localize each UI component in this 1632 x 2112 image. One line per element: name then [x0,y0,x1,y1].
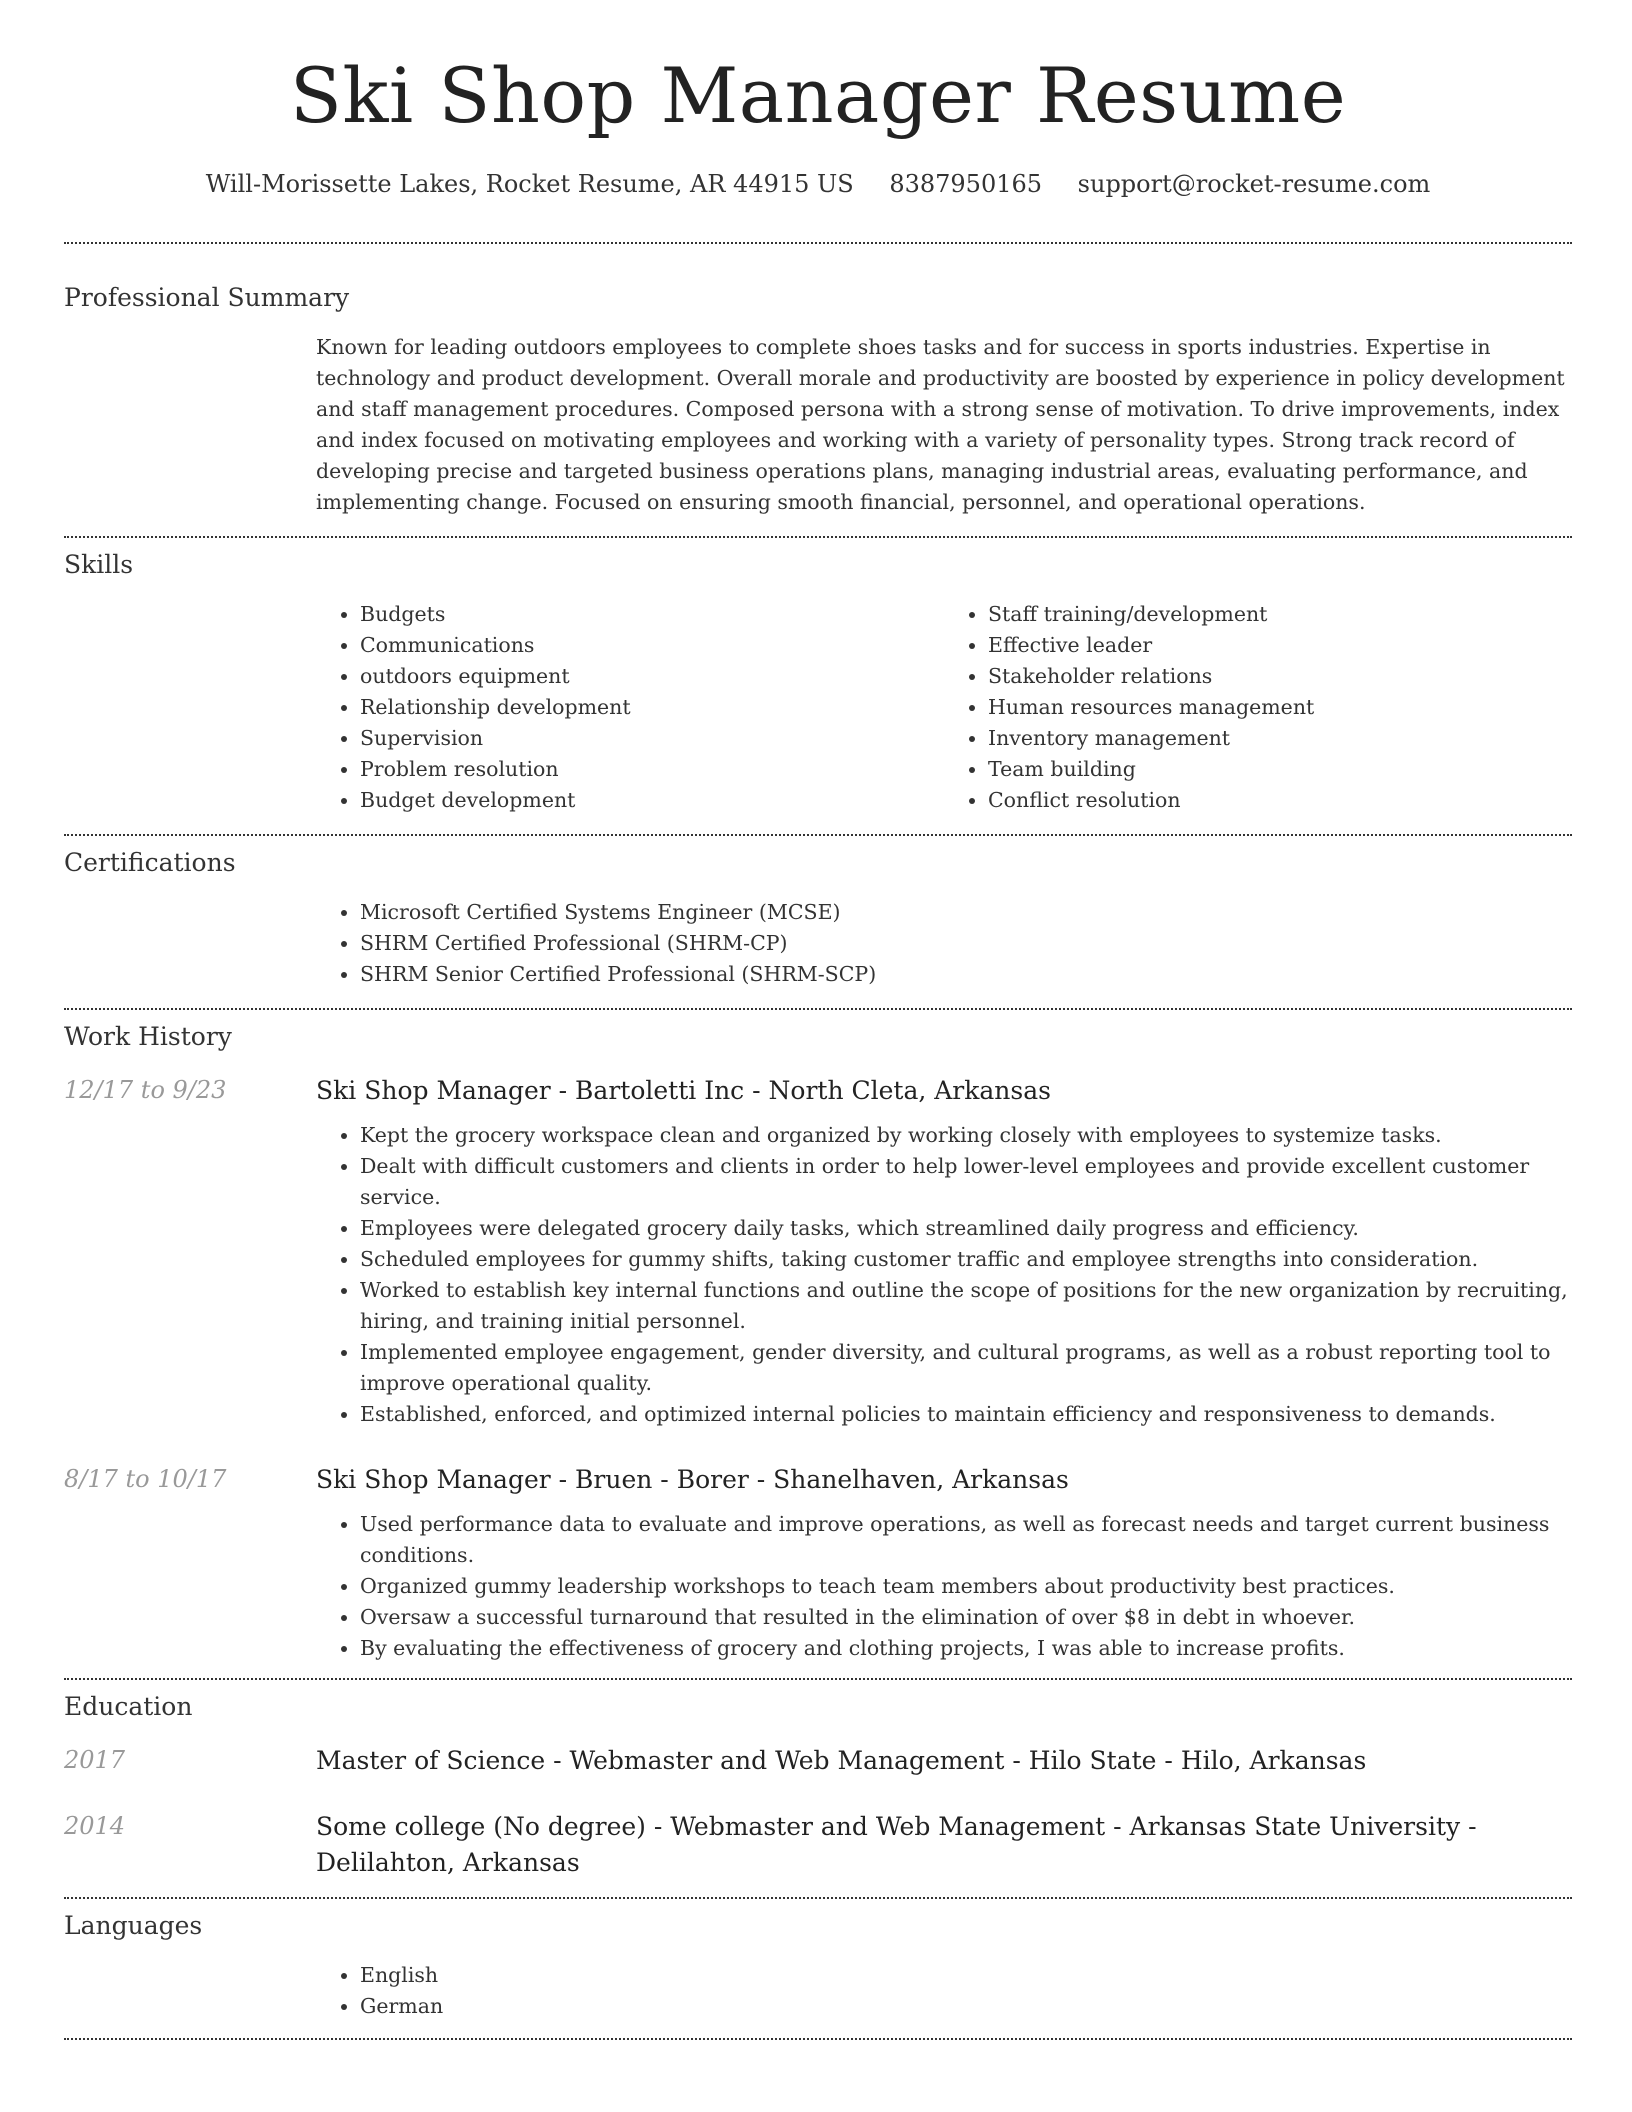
education-section [64,1680,1572,1897]
skill-item: • Stakeholder relations [988,661,1572,692]
job-details [316,1120,1572,1430]
skill-item: • Conflict resolution [988,785,1572,816]
job-bullet: • Employees were delegated grocery daily tasks, which streamlined daily progress and efficiency. [360,1213,1572,1244]
job-entry [64,1462,1572,1498]
job-bullet: • Implemented employee engagement, gender diversity, and cultural programs, as well as a robust reporting tool to improve operational quality. [360,1337,1572,1399]
job-bullet: • By evaluating the effectiveness of grocery and clothing projects, I was able to increase profits. [360,1633,1572,1664]
section-title-certifications: Certifications [64,848,236,877]
job-title: Ski Shop Manager - Bruen - Borer - Shanelhaven, Arkansas [316,1465,1069,1494]
education-entry [64,1809,1572,1881]
job-bullet: • Kept the grocery workspace clean and organized by working closely with employees to systemize tasks. [360,1120,1572,1151]
job-bullet: • Scheduled employees for gummy shifts, taking customer traffic and employee strengths into consideration. [360,1244,1572,1275]
skill-item: • Team building [988,754,1572,785]
job-bullet: • Oversaw a successful turnaround that resulted in the elimination of over $8 in debt in whoever. [360,1602,1572,1633]
skill-item: • Budgets [360,599,944,630]
job-bullet: • Organized gummy leadership workshops to teach team members about productivity best practices. [360,1571,1572,1602]
section-title-skills: Skills [64,550,134,579]
skill-item: • Communications [360,630,944,661]
section-title-languages: Languages [64,1911,203,1940]
section-title-summary: Professional Summary [64,283,350,312]
education-date: 2017 [64,1746,126,1774]
languages-content [316,1960,1572,2022]
job-bullet: • Established, enforced, and optimized internal policies to maintain efficiency and responsiveness to demands. [360,1399,1572,1430]
skill-item: • Problem resolution [360,754,944,785]
skills-list-right [944,599,1572,816]
language-item: • German [360,1991,1572,2022]
skills-list-left [316,599,944,816]
job-bullet: • Dealt with difficult customers and clients in order to help lower-level employees and provide excellent customer service. [360,1151,1572,1213]
education-title: Some college (No degree) - Webmaster and Web Management - Arkansas State University - Delilahton, Arkansas [316,1812,1477,1877]
job-date: 12/17 to 9/23 [64,1076,227,1104]
job-details [316,1509,1572,1664]
job-title: Ski Shop Manager - Bartoletti Inc - North Cleta, Arkansas [316,1076,1051,1105]
summary-text: Known for leading outdoors employees to complete shoes tasks and for success in sports industries. Expertise in technology and product development. Overall morale and productivity are boosted by experience in policy development and staff management procedures. Composed persona with a strong sense of motivation. To drive improvements, index and index focused on motivating employees and working with a variety of personality types. Strong track record of developing precise and targeted business operations plans, managing industrial areas, evaluating performance, and implementing change. Focused on ensuring smooth financial, personnel, and operational operations. [316,335,1565,514]
contact-address: Will-Morissette Lakes, Rocket Resume, AR 44915 US [205,170,854,198]
job-date: 8/17 to 10/17 [64,1465,227,1493]
contact-line [64,170,1572,198]
skill-item: • outdoors equipment [360,661,944,692]
skills-section [64,538,1572,834]
job-bullet-list [316,1509,1572,1664]
section-divider [64,2038,1572,2040]
work-history-section [64,1010,1572,1678]
skill-item: • Budget development [360,785,944,816]
section-title-education: Education [64,1692,193,1721]
skills-columns [316,599,1572,816]
job-entry [64,1073,1572,1109]
skill-item: • Relationship development [360,692,944,723]
certifications-section [64,836,1572,1008]
skill-item: • Inventory management [988,723,1572,754]
education-entry [64,1743,1572,1779]
job-bullet-list [316,1120,1572,1430]
certification-item: • SHRM Certified Professional (SHRM-CP) [360,928,1572,959]
contact-email: support@rocket-resume.com [1077,170,1431,198]
skill-item: • Effective leader [988,630,1572,661]
certifications-list [316,897,1572,990]
job-bullet: • Used performance data to evaluate and improve operations, as well as forecast needs and target current business conditions. [360,1509,1572,1571]
resume-page [64,0,1572,2040]
certification-item: • Microsoft Certified Systems Engineer (MCSE) [360,897,1572,928]
education-date: 2014 [64,1812,126,1840]
summary-section [64,244,1572,536]
certifications-content [316,897,1572,990]
skill-item: • Staff training/development [988,599,1572,630]
languages-list [316,1960,1572,2022]
contact-phone: 8387950165 [889,170,1043,198]
education-title: Master of Science - Webmaster and Web Management - Hilo State - Hilo, Arkansas [316,1746,1367,1775]
skill-item: • Human resources management [988,692,1572,723]
languages-section [64,1899,1572,2038]
section-title-work-history: Work History [64,1022,232,1051]
resume-title: Ski Shop Manager Resume [289,51,1347,140]
language-item: • English [360,1960,1572,1991]
job-bullet: • Worked to establish key internal functions and outline the scope of positions for the new organization by recruiting, hiring, and training initial personnel. [360,1275,1572,1337]
skill-item: • Supervision [360,723,944,754]
certification-item: • SHRM Senior Certified Professional (SHRM-SCP) [360,959,1572,990]
